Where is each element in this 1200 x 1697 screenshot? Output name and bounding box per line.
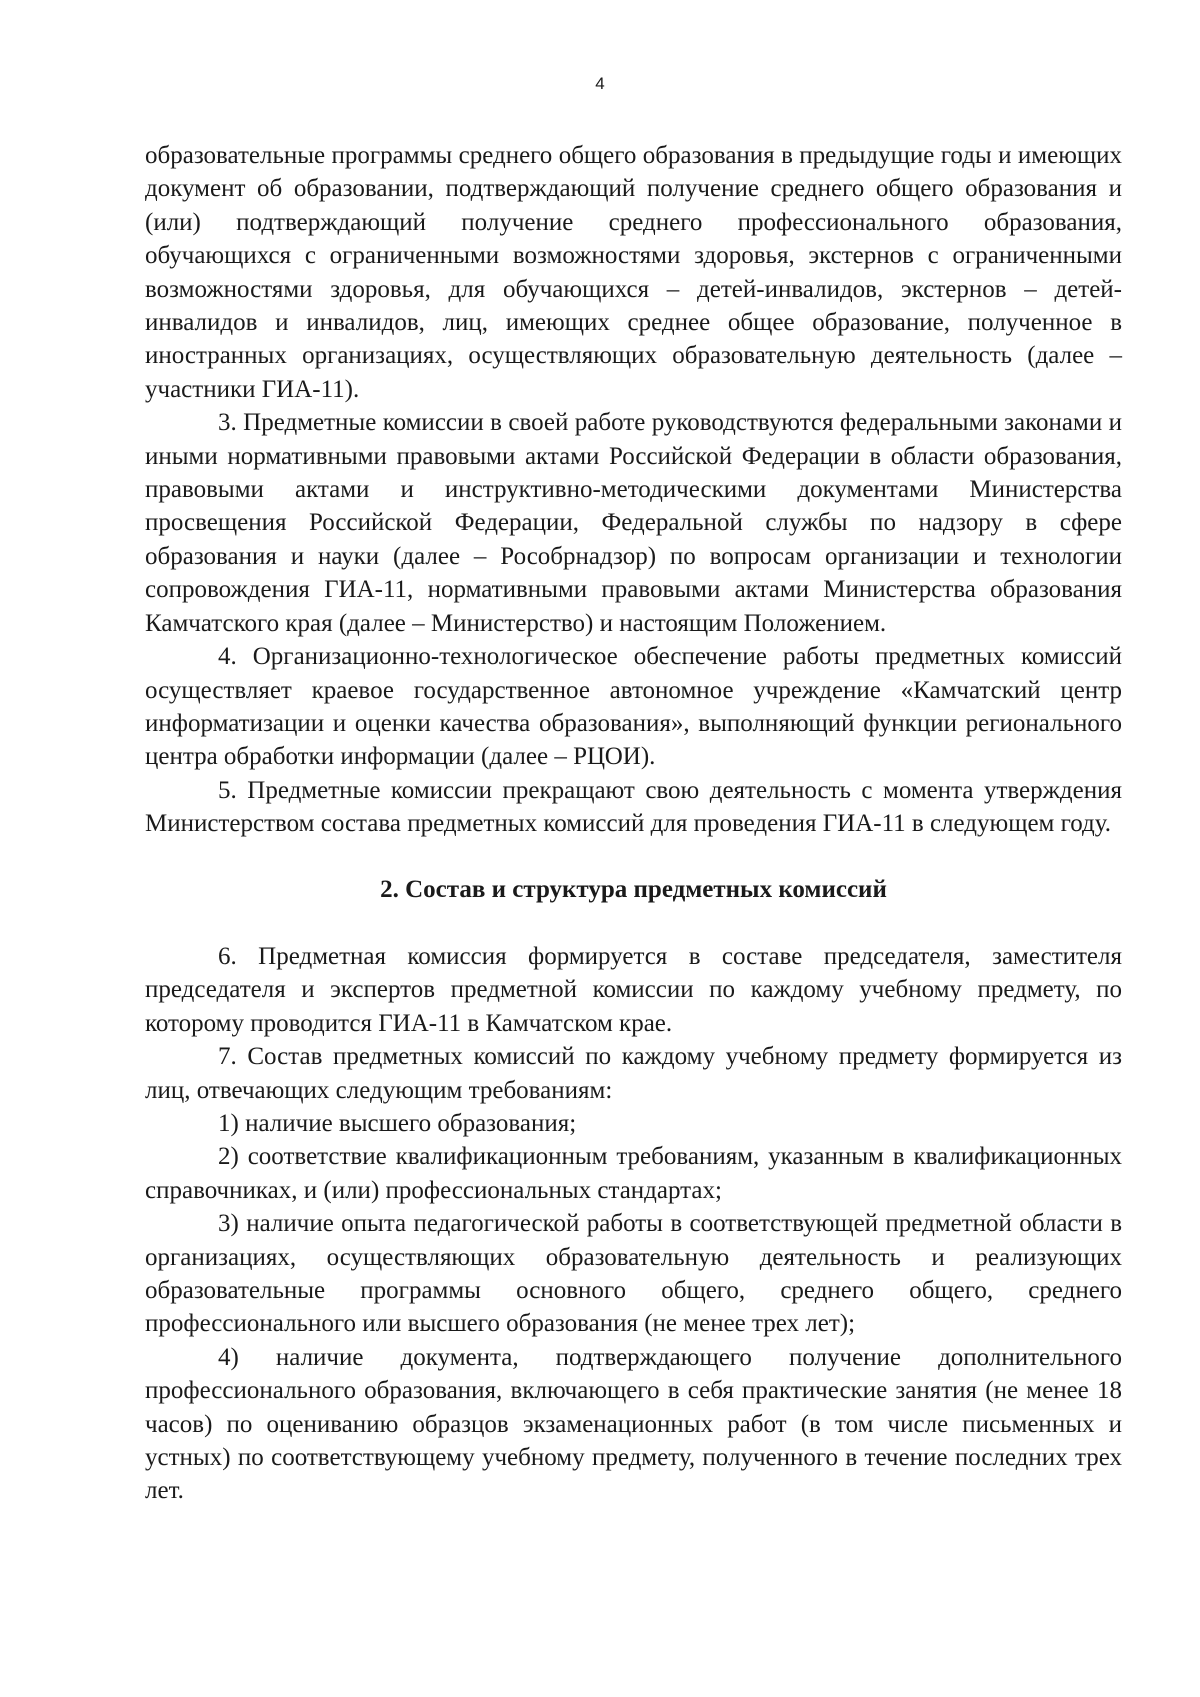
paragraph-7: 7. Состав предметных комиссий по каждому учебному предмету формируется из лиц, отвечающих следующим требованиям: (145, 1043, 1122, 1104)
page-number: 4 (595, 74, 605, 93)
list-item-1: 1) наличие высшего образования; (218, 1109, 577, 1137)
list-item-2: 2) соответствие квалификационным требованиям, указанным в квалификационных справочниках, и (или) профессиональных стандартах; (145, 1143, 1122, 1204)
paragraph-3: 3. Предметные комиссии в своей работе руководствуются федеральными законами и иными нормативными правовыми актами Российской Федерации в области образования, правовыми актами и инструктивно-методическими документами Министерства просвещения Российской Федерации, Федеральной службы по надзору в сфере образования и науки (далее – Рособрнадзор) по вопросам организации и технологии сопровождения ГИА-11, нормативными правовыми актами Министерства образования Камчатского края (далее – Министерство) и настоящим Положением. (145, 409, 1122, 637)
paragraph-6: 6. Предметная комиссия формируется в составе председателя, заместителя председателя и экспертов предметной комиссии по каждому учебному предмету, по которому проводится ГИА-11 в Камчатском крае. (145, 942, 1122, 1037)
paragraph-4: 4. Организационно-технологическое обеспечение работы предметных комиссий осуществляет краевое государственное автономное учреждение «Камчатский центр информатизации и оценки качества образования», выполняющий функции регионального центра обработки информации (далее – РЦОИ). (145, 643, 1122, 771)
list-item-3: 3) наличие опыта педагогической работы в соответствующей предметной области в организациях, осуществляющих образовательную деятельность и реализующих образовательные программы основного общего, среднего общего, среднего профессионального или высшего образования (не менее трех лет); (145, 1210, 1122, 1338)
list-item-4: 4) наличие документа, подтверждающего получение дополнительного профессионального образования, включающего в себя практические занятия (не менее 18 часов) по оцениванию образцов экзаменационных работ (в том числе письменных и устных) по соответствующему учебному предмету, полученного в течение последних трех лет. (145, 1343, 1122, 1505)
paragraph-5: 5. Предметные комиссии прекращают свою деятельность с момента утверждения Министерством состава предметных комиссий для проведения ГИА-11 в следующем году. (145, 776, 1122, 838)
paragraph-continuation: образовательные программы среднего общего образования в предыдущие годы и имеющих документ об образовании, подтверждающий получение среднего общего образования и (или) подтверждающий получение среднего профессионального образования, обучающихся с ограниченными возможностями здоровья, экстернов с ограниченными возможностями здоровья, для обучающихся – детей-инвалидов, экстернов – детей-инвалидов и инвалидов, лиц, имеющих среднее общее образование, полученное в иностранных организациях, осуществляющих образовательную деятельность (далее – участники ГИА-11). (145, 142, 1122, 403)
document-body (145, 139, 1122, 1508)
section-heading: 2. Состав и структура предметных комиссий (380, 875, 887, 903)
